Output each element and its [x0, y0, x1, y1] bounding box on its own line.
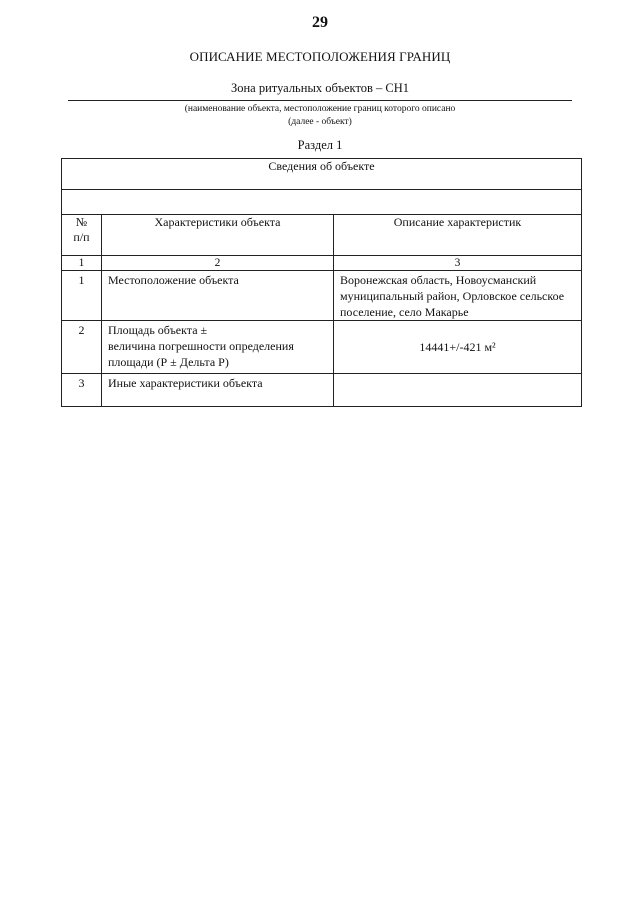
- row-characteristic: Местоположение объекта: [102, 271, 334, 321]
- document-title: ОПИСАНИЕ МЕСТОПОЛОЖЕНИЯ ГРАНИЦ: [189, 49, 451, 64]
- row-number: 1: [62, 271, 102, 321]
- row-description: Воронежская область, Новоусманский муниципальный район, Орловское сельское поселение, село Макарье: [334, 271, 582, 321]
- page-number: 29: [312, 14, 328, 31]
- column-number-2: 2: [102, 256, 334, 271]
- underline-rule: [68, 100, 572, 101]
- header-characteristics: Характеристики объекта: [102, 215, 334, 256]
- column-number-row: [62, 256, 582, 271]
- note-line-1: (наименование объекта, местоположение границ которого описано: [184, 104, 456, 114]
- row-characteristic: Иные характеристики объекта: [102, 374, 334, 407]
- header-number-line-2: п/п: [73, 230, 90, 244]
- table-header-row: [62, 215, 582, 256]
- characteristic-line-2: величина погрешности определения: [108, 339, 294, 353]
- column-number-3: 3: [334, 256, 582, 271]
- row-description: [334, 374, 582, 407]
- characteristic-line-1: Площадь объекта ±: [108, 323, 208, 337]
- row-description: 14441+/-421 м²: [334, 321, 582, 374]
- column-number-1: 1: [62, 256, 102, 271]
- row-characteristic: [102, 321, 334, 374]
- table-row: [62, 374, 582, 407]
- section-title: Раздел 1: [297, 138, 343, 152]
- table-caption: Сведения об объекте: [62, 159, 582, 190]
- object-name: Зона ритуальных объектов – СН1: [230, 81, 410, 95]
- header-number-line-1: №: [75, 215, 88, 229]
- row-number: 2: [62, 321, 102, 374]
- header-description: Описание характеристик: [334, 215, 582, 256]
- table-row: [62, 321, 582, 374]
- table-caption-row: [62, 159, 582, 190]
- note-line-2: (далее - объект): [288, 117, 352, 127]
- empty-cell: [62, 190, 582, 215]
- row-number: 3: [62, 374, 102, 407]
- characteristic-line-3: площади (Р ± Дельта Р): [108, 355, 229, 369]
- table-row: [62, 271, 582, 321]
- table-empty-row: [62, 190, 582, 215]
- object-info-table: [61, 158, 582, 407]
- header-number: [62, 215, 102, 256]
- object-name-note: [0, 103, 640, 129]
